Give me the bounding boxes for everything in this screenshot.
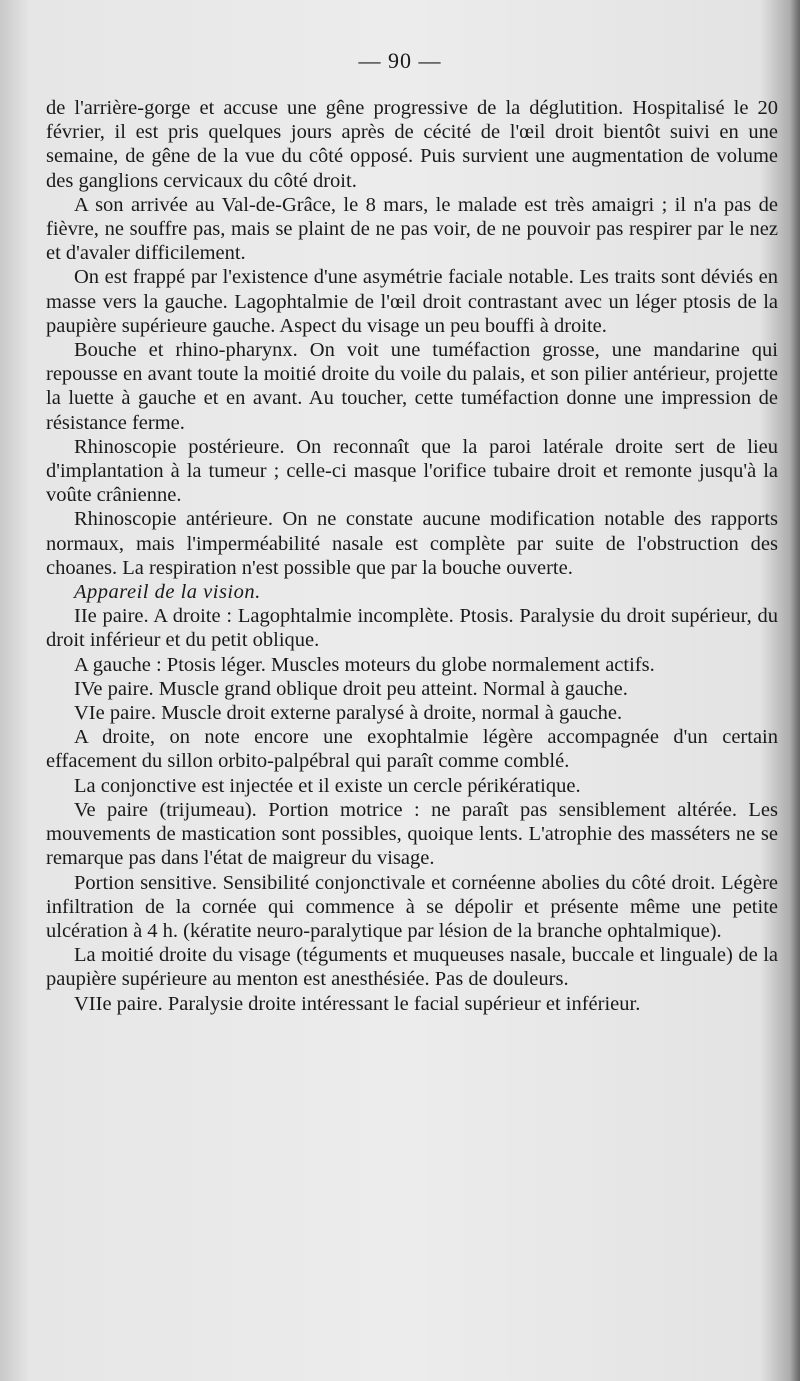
paragraph-anterior-rhinoscopy: Rhinoscopie antérieure. On ne constate aucune modification notable des rapports normaux, mais l'imperméabilité nasale est complète par suite de l'obstruction des choanes. La respiration n'est possible que par la bouche ouverte. [46,508,778,579]
page-edge-shadow [790,0,800,1381]
paragraph-fourth-pair: IVe paire. Muscle grand oblique droit peu atteint. Normal à gauche. [74,677,628,700]
paragraph-fifth-pair: Ve paire (trijumeau). Portion motrice : ne paraît pas sensiblement altérée. Les mouvements de mastication sont possibles, quoique lents. L'atrophie des masséters ne se remarque pas dans l'état de maigreur du visage. [46,798,778,870]
paragraph-face-anesthesia: La moitié droite du visage (téguments et muqueuses nasale, buccale et linguale) de la paupière supérieure au menton est anesthésiée. Pas de douleurs. [46,944,778,991]
page-number: — 90 — [358,48,442,73]
paragraph-deglutition: de l'arrière-gorge et accuse une gêne progressive de la déglutition. Hospitalisé le 20 février, il est pris quelques jours après de cécité de l'œil droit bientôt suivi en une semaine, de gêne de la vue du côté opposé. Puis survient une augmentation de volume des ganglions cervicaux du côté droit. [46,97,778,192]
paragraph-conjunctiva: La conjonctive est injectée et il existe un cercle périkératique. [74,774,581,797]
paragraph-exophthalmia: A droite, on note encore une exophtalmie légère accompagnée d'un certain effacement du sillon orbito-palpébral qui paraît comme comblé. [46,726,778,773]
paragraph-seventh-pair: VIIe paire. Paralysie droite intéressant le facial supérieur et inférieur. [74,992,641,1015]
paragraph-mouth-rhinopharynx: Bouche et rhino-pharynx. On voit une tuméfaction grosse, une mandarine qui repousse en avant toute la moitié droite du voile du palais, et son pilier antérieur, projette la luette à gauche et en avant. Au toucher, cette tuméfaction donne une impression de résistance ferme. [46,339,778,434]
paragraph-second-pair: IIe paire. A droite : Lagophtalmie incomplète. Ptosis. Paralysie du droit supérieur, du droit inférieur et du petit oblique. [46,605,778,652]
paragraph-posterior-rhinoscopy: Rhinoscopie postérieure. On reconnaît que la paroi latérale droite sert de lieu d'implantation à la tumeur ; celle-ci masque l'orifice tubaire droit et remonte jusqu'à la voûte crânienne. [46,435,778,507]
section-heading-vision: Appareil de la vision. [74,581,261,604]
paragraph-arrival: A son arrivée au Val-de-Grâce, le 8 mars, le malade est très amaigri ; il n'a pas de fièvre, ne souffre pas, mais se plaint de ne pas voir, de ne pouvoir pas respirer par le nez et d'avaler difficilement. [46,193,778,265]
paragraph-left-ptosis: A gauche : Ptosis léger. Muscles moteurs du globe normalement actifs. [74,653,655,676]
paragraph-sensory-portion: Portion sensitive. Sensibilité conjonctivale et cornéenne abolies du côté droit. Légère infiltration de la cornée qui commence à se dépolir et présente même une petite ulcération à 4 h. (kératite neuro-paralytique par lésion de la branche ophtalmique). [46,871,778,942]
paragraph-sixth-pair: VIe paire. Muscle droit externe paralysé à droite, normal à gauche. [74,702,623,725]
body-text [46,96,778,1016]
paragraph-facial-asymmetry: On est frappé par l'existence d'une asymétrie faciale notable. Les traits sont déviés en masse vers la gauche. Lagophtalmie de l'œil droit contrastant avec un léger ptosis de la paupière supérieure gauche. Aspect du visage un peu bouffi à droite. [46,266,778,337]
